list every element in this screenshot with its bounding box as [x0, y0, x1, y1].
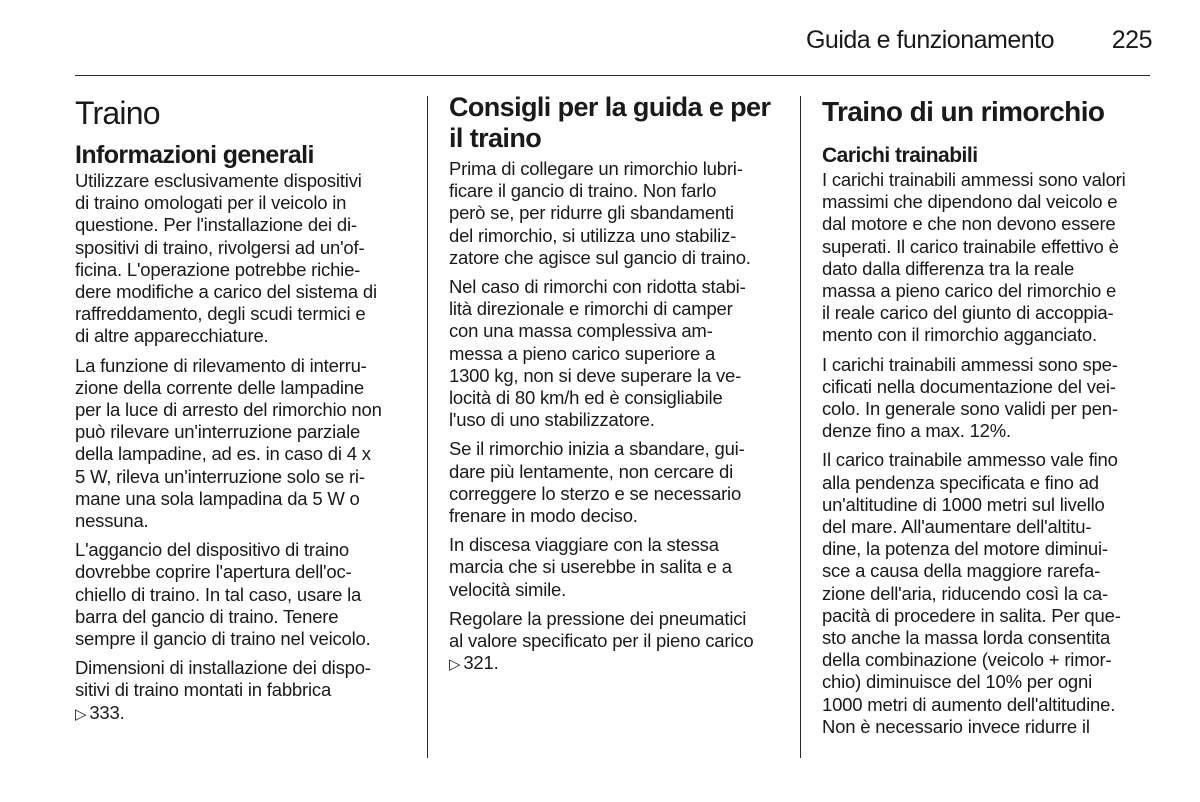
- header-rule: [75, 75, 1150, 76]
- column-trailer-towing: [822, 92, 1155, 745]
- paragraph: [75, 170, 408, 348]
- text-line: per la luce di arresto del rimorchio non: [75, 399, 382, 421]
- text-line: frenare in modo deciso.: [449, 505, 638, 527]
- paragraph: [822, 354, 1155, 443]
- text-line: velocità simile.: [449, 578, 567, 600]
- text-line: Prima di collegare un rimorchio lubri-: [449, 158, 743, 179]
- text-line: può rilevare un'interruzione parziale: [75, 421, 361, 443]
- title-line: il traino: [449, 123, 542, 153]
- column-driving-tips: [449, 92, 782, 683]
- column-body: [822, 169, 1155, 738]
- text-line: questione. Per l'installazione dei di-: [75, 214, 357, 236]
- column-body: [449, 158, 782, 676]
- text-line: barra del gancio di traino. Tenere: [75, 605, 339, 627]
- text-line: sto anche la massa lorda consentita: [822, 627, 1111, 649]
- paragraph: [449, 276, 782, 431]
- column-towing: [75, 92, 408, 733]
- section-title: Traino: [75, 95, 160, 131]
- text-line: In discesa viaggiare con la stessa: [449, 534, 719, 556]
- cross-reference[interactable]: [75, 702, 408, 726]
- paragraph: [822, 169, 1155, 347]
- paragraph: [75, 355, 408, 533]
- text-line: sitivi di traino montati in fabbrica: [75, 679, 332, 701]
- paragraph: [822, 449, 1155, 738]
- text-line: della combinazione (veicolo + rimor-: [822, 649, 1112, 671]
- text-line: mane una sola lampadina da 5 W o: [75, 487, 360, 509]
- text-line: Dimensioni di installazione dei dispo-: [75, 657, 371, 679]
- text-line: con una massa complessiva am-: [449, 320, 713, 342]
- text-line: ficare il gancio di traino. Non farlo: [449, 180, 717, 202]
- text-line: zione della corrente delle lampadine: [75, 376, 364, 398]
- subsection-title: Carichi trainabili: [822, 144, 978, 167]
- text-line: chio) diminuisce del 10% per ogni: [822, 671, 1093, 693]
- text-line: raffreddamento, degli scudi termici e: [75, 303, 366, 325]
- text-line: 5 W, rileva un'interruzione solo se ri-: [75, 465, 365, 487]
- title-line: Consigli per la guida e per: [449, 92, 771, 122]
- text-line: un'altitudine di 1000 metri sul livello: [822, 493, 1105, 515]
- page-reference-arrow-icon: ▷: [75, 705, 87, 723]
- text-line: zatore che agisce sul gancio di traino.: [449, 246, 751, 268]
- text-line: mento con il rimorchio agganciato.: [822, 324, 1097, 346]
- text-line: dal motore e che non devono essere: [822, 213, 1116, 235]
- text-line: 1000 metri di aumento dell'altitudine.: [822, 693, 1116, 715]
- text-line: dato dalla differenza tra la reale: [822, 257, 1075, 279]
- cross-reference[interactable]: [449, 652, 782, 676]
- column-body: [75, 170, 408, 726]
- text-line: marcia che si userebbe in salita e a: [449, 556, 732, 578]
- text-line: nessuna.: [75, 510, 149, 532]
- text-line: dere modifiche a carico del sistema di: [75, 281, 377, 303]
- subsection-title: Informazioni generali: [75, 141, 314, 169]
- page-reference-number: 333.: [89, 701, 125, 723]
- column-separator: [800, 96, 801, 758]
- text-line: della lampadine, ad es. in caso di 4 x: [75, 443, 371, 465]
- text-line: zione dell'aria, riducendo così la ca-: [822, 582, 1108, 604]
- text-line: locità di 80 km/h ed è consigliabile: [449, 387, 723, 409]
- text-line: I carichi trainabili ammessi sono valori: [822, 169, 1126, 190]
- paragraph: [449, 158, 782, 269]
- section-title: Traino di un rimorchio: [822, 96, 1105, 127]
- text-line: cificati nella documentazione del vei-: [822, 375, 1116, 397]
- paragraph: [75, 539, 408, 650]
- text-line: correggere lo sterzo e se necessario: [449, 482, 742, 504]
- text-line: superati. Il carico trainabile effettivo è: [822, 235, 1119, 257]
- text-line: lità direzionale e rimorchi di camper: [449, 298, 733, 320]
- text-line: di traino omologati per il veicolo in: [75, 192, 347, 214]
- section-title: [449, 92, 782, 154]
- text-line: I carichi trainabili ammessi sono spe-: [822, 353, 1118, 375]
- text-line: denze fino a max. 12%.: [822, 420, 1011, 442]
- text-line: il reale carico del giunto di accoppia-: [822, 302, 1114, 324]
- text-line: Se il rimorchio inizia a sbandare, gui-: [449, 438, 745, 460]
- page-number: 225: [1111, 26, 1152, 54]
- text-line: chiello di traino. In tal caso, usare la: [75, 583, 362, 605]
- paragraph: [449, 534, 782, 601]
- text-line: massimi che dipendono dal veicolo e: [822, 191, 1118, 213]
- text-line: Non è necessario invece ridurre il: [822, 715, 1090, 737]
- paragraph: [449, 438, 782, 527]
- text-line: Nel caso di rimorchi con ridotta stabi-: [449, 276, 746, 298]
- text-line: 1300 kg, non si deve superare la ve-: [449, 364, 742, 386]
- paragraph: [449, 608, 782, 677]
- text-line: del mare. All'aumentare dell'altitu-: [822, 516, 1092, 538]
- column-separator: [427, 96, 428, 758]
- text-line: alla pendenza specificata e fino ad: [822, 471, 1099, 493]
- text-line: L'aggancio del dispositivo di traino: [75, 539, 350, 561]
- text-line: Il carico trainabile ammesso vale fino: [822, 449, 1118, 471]
- text-line: La funzione di rilevamento di interru-: [75, 354, 367, 376]
- text-line: sempre il gancio di traino nel veicolo.: [75, 628, 371, 650]
- text-line: di altre apparecchiature.: [75, 325, 269, 347]
- text-line: Utilizzare esclusivamente dispositivi: [75, 170, 362, 191]
- text-line: però se, per ridurre gli sbandamenti: [449, 202, 734, 224]
- text-line: massa a pieno carico del rimorchio e: [822, 280, 1117, 302]
- text-line: pacità di procedere in salita. Per que-: [822, 604, 1121, 626]
- paragraph: [75, 657, 408, 726]
- text-line: dare più lentamente, non cercare di: [449, 460, 734, 482]
- text-line: ficina. L'operazione potrebbe richie-: [75, 258, 361, 280]
- text-line: dovrebbe coprire l'apertura dell'oc-: [75, 561, 352, 583]
- text-line: Regolare la pressione dei pneumatici: [449, 607, 747, 629]
- text-line: l'uso di uno stabilizzatore.: [449, 409, 655, 431]
- text-line: messa a pieno carico superiore a: [449, 342, 716, 364]
- page-reference-number: 321.: [463, 652, 499, 674]
- text-line: al valore specificato per il pieno carico: [449, 630, 754, 652]
- page-reference-arrow-icon: ▷: [449, 656, 461, 674]
- text-line: sce a causa della maggiore rarefa-: [822, 560, 1101, 582]
- header-title: Guida e funzionamento: [805, 26, 1054, 54]
- text-line: dine, la potenza del motore diminui-: [822, 538, 1108, 560]
- text-line: colo. In generale sono validi per pen-: [822, 398, 1118, 420]
- text-line: del rimorchio, si utilizza uno stabiliz-: [449, 224, 737, 246]
- text-line: spositivi di traino, rivolgersi ad un'of-: [75, 236, 365, 258]
